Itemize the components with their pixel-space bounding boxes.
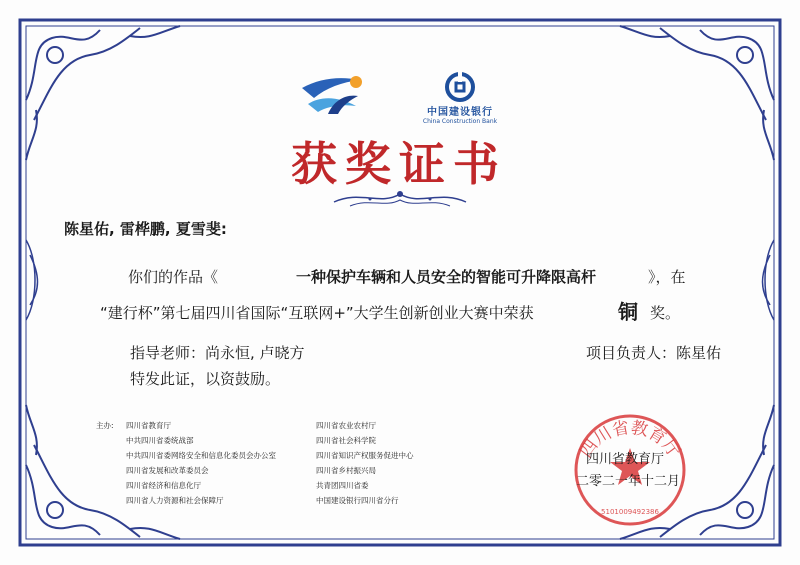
- ccb-mark-icon: [445, 72, 475, 102]
- organizer-right-item: 四川省乡村振兴局: [316, 466, 376, 475]
- certificate-title: 获奖证书: [291, 137, 507, 191]
- title-divider-ornament: [330, 186, 470, 212]
- ccb-name-cn: 中国建设银行: [427, 107, 493, 118]
- project-title: 一种保护车辆和人员安全的智能可升降限高杆: [296, 268, 597, 286]
- organizer-left-item: 四川省发展和改革委员会: [126, 466, 209, 475]
- closing-text: 特发此证，以资鼓励。: [130, 370, 281, 388]
- seal-text: 四川省教育厅: [576, 418, 684, 462]
- award-suffix: 奖。: [650, 304, 681, 322]
- works-prefix: 你们的作品《: [128, 268, 219, 286]
- organizer-left-item: 四川省教育厅: [126, 421, 171, 430]
- seal-number: 5101009492386: [601, 508, 659, 516]
- side-ornament-left: [26, 240, 38, 320]
- organizer-right-item: 四川省农业农村厅: [316, 421, 376, 430]
- advisors: 指导老师：尚永恒, 卢晓方: [130, 344, 305, 362]
- project-leader: 项目负责人：陈星佑: [586, 344, 722, 362]
- organizer-right-item: 中国建设银行四川省分行: [316, 496, 399, 505]
- award-level: 铜: [618, 300, 638, 324]
- recipients: 陈星佑, 雷桦鹏, 夏雪斐:: [64, 220, 227, 238]
- competition-text: “建行杯”第七届四川省国际“互联网+”大学生创新创业大赛中荣获: [100, 304, 534, 322]
- organizer-right-item: 四川省社会科学院: [316, 436, 376, 445]
- corner-ornament-top-right: [620, 26, 774, 160]
- ccb-logo: [405, 72, 515, 124]
- organizer-left-item: 四川省人力资源和社会保障厅: [126, 496, 224, 505]
- organizer-right-item: 共青团四川省委: [316, 481, 369, 490]
- corner-ornament-top-left: [26, 26, 180, 160]
- organizers-label: 主办:: [96, 421, 114, 430]
- side-ornament-right: [763, 240, 775, 320]
- organizer-left-item: 中共四川省委统战部: [126, 436, 194, 445]
- issuer-name: 四川省教育厅: [586, 452, 665, 467]
- works-suffix: 》，在: [648, 268, 686, 286]
- issue-date: 二零二一年十二月: [576, 474, 681, 489]
- organizer-right-item: 四川省知识产权服务促进中心: [316, 451, 414, 460]
- competition-logo: [298, 70, 378, 120]
- organizer-left-item: 中共四川省委网络安全和信息化委员会办公室: [126, 451, 276, 460]
- ccb-name-en: China Construction Bank: [422, 118, 498, 125]
- organizer-left-item: 四川省经济和信息化厅: [126, 481, 201, 490]
